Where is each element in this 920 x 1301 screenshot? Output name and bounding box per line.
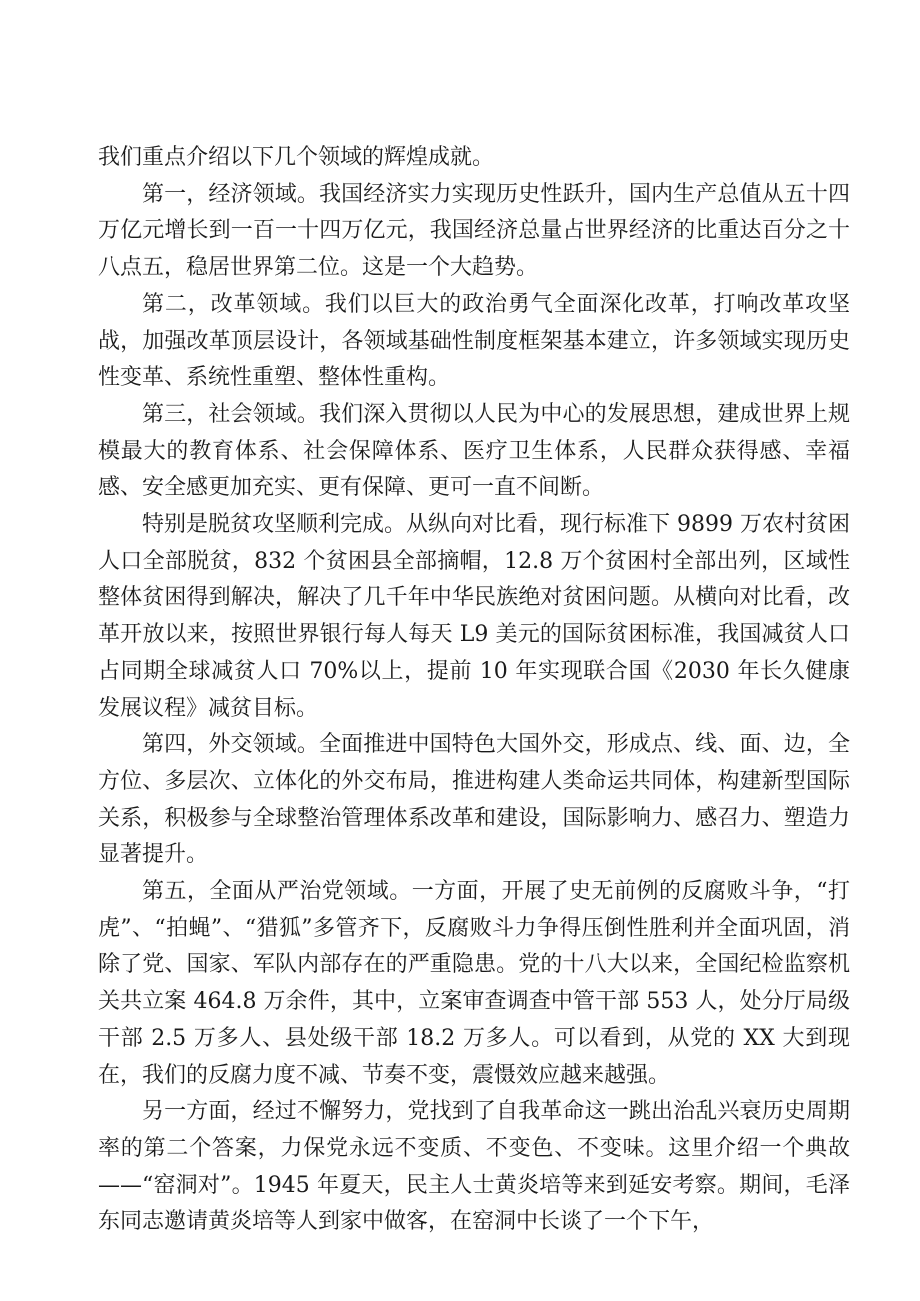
paragraph-economy: 第一，经济领域。我国经济实力实现历史性跃升，国内生产总值从五十四万亿元增长到一百一十四万亿元，我国经济总量占世界经济的比重达百分之十八点五，稳居世界第二位。这是一个大趋势。 [98,181,850,281]
document-body [98,140,850,1241]
paragraph-intro: 我们重点介绍以下几个领域的辉煌成就。 [98,145,495,170]
paragraph-reform: 第二，改革领域。我们以巨大的政治勇气全面深化改革，打响改革攻坚战，加强改革顶层设计，各领域基础性制度框架基本建立，许多领域实现历史性变革、系统性重塑、整体性重构。 [98,291,850,391]
paragraph-self-revolution: 另一方面，经过不懈努力，党找到了自我革命这一跳出治乱兴衰历史周期率的第二个答案，力保党永远不变质、不变色、不变味。这里介绍一个典故——“窑洞对”。1945 年夏天，民主人士黄炎培等来到延安考察。期间，毛泽东同志邀请黄炎培等人到家中做客，在窑洞中长谈了一个下午， [98,1099,850,1235]
paragraph-party-governance: 第五，全面从严治党领域。一方面，开展了史无前例的反腐败斗争，“打虎”、“拍蝇”、“猎狐”多管齐下，反腐败斗力争得压倒性胜利并全面巩固，消除了党、国家、军队内部存在的严重隐患。党的十八大以来，全国纪检监察机关共立案 464.8 万余件，其中，立案审查调查中管干部 553 人，处分厅局级干部 2.5 万多人、县处级干部 18.2 万多人。可以看到，从党的 XX 大到现在，我们的反腐力度不减、节奏不变，震慑效应越来越强。 [98,879,850,1088]
paragraph-diplomacy: 第四，外交领域。全面推进中国特色大国外交，形成点、线、面、边，全方位、多层次、立体化的外交布局，推进构建人类命运共同体，构建新型国际关系，积极参与全球整治管理体系改革和建设，国际影响力、感召力、塑造力显著提升。 [98,732,850,868]
paragraph-society: 第三，社会领域。我们深入贯彻以人民为中心的发展思想，建成世界上规模最大的教育体系、社会保障体系、医疗卫生体系，人民群众获得感、幸福感、安全感更加充实、更有保障、更可一直不间断。 [98,401,850,501]
paragraph-poverty: 特别是脱贫攻坚顺利完成。从纵向对比看，现行标准下 9899 万农村贫困人口全部脱贫，832 个贫困县全部摘帽，12.8 万个贫困村全部出列，区域性整体贫困得到解决，解决了几千年中华民族绝对贫困问题。从横向对比看，改革开放以来，按照世界银行每人每天 L9 美元的国际贫困标准，我国减贫人口占同期全球减贫人口 70%以上，提前 10 年实现联合国《2030 年长久健康发展议程》减贫目标。 [98,512,850,721]
